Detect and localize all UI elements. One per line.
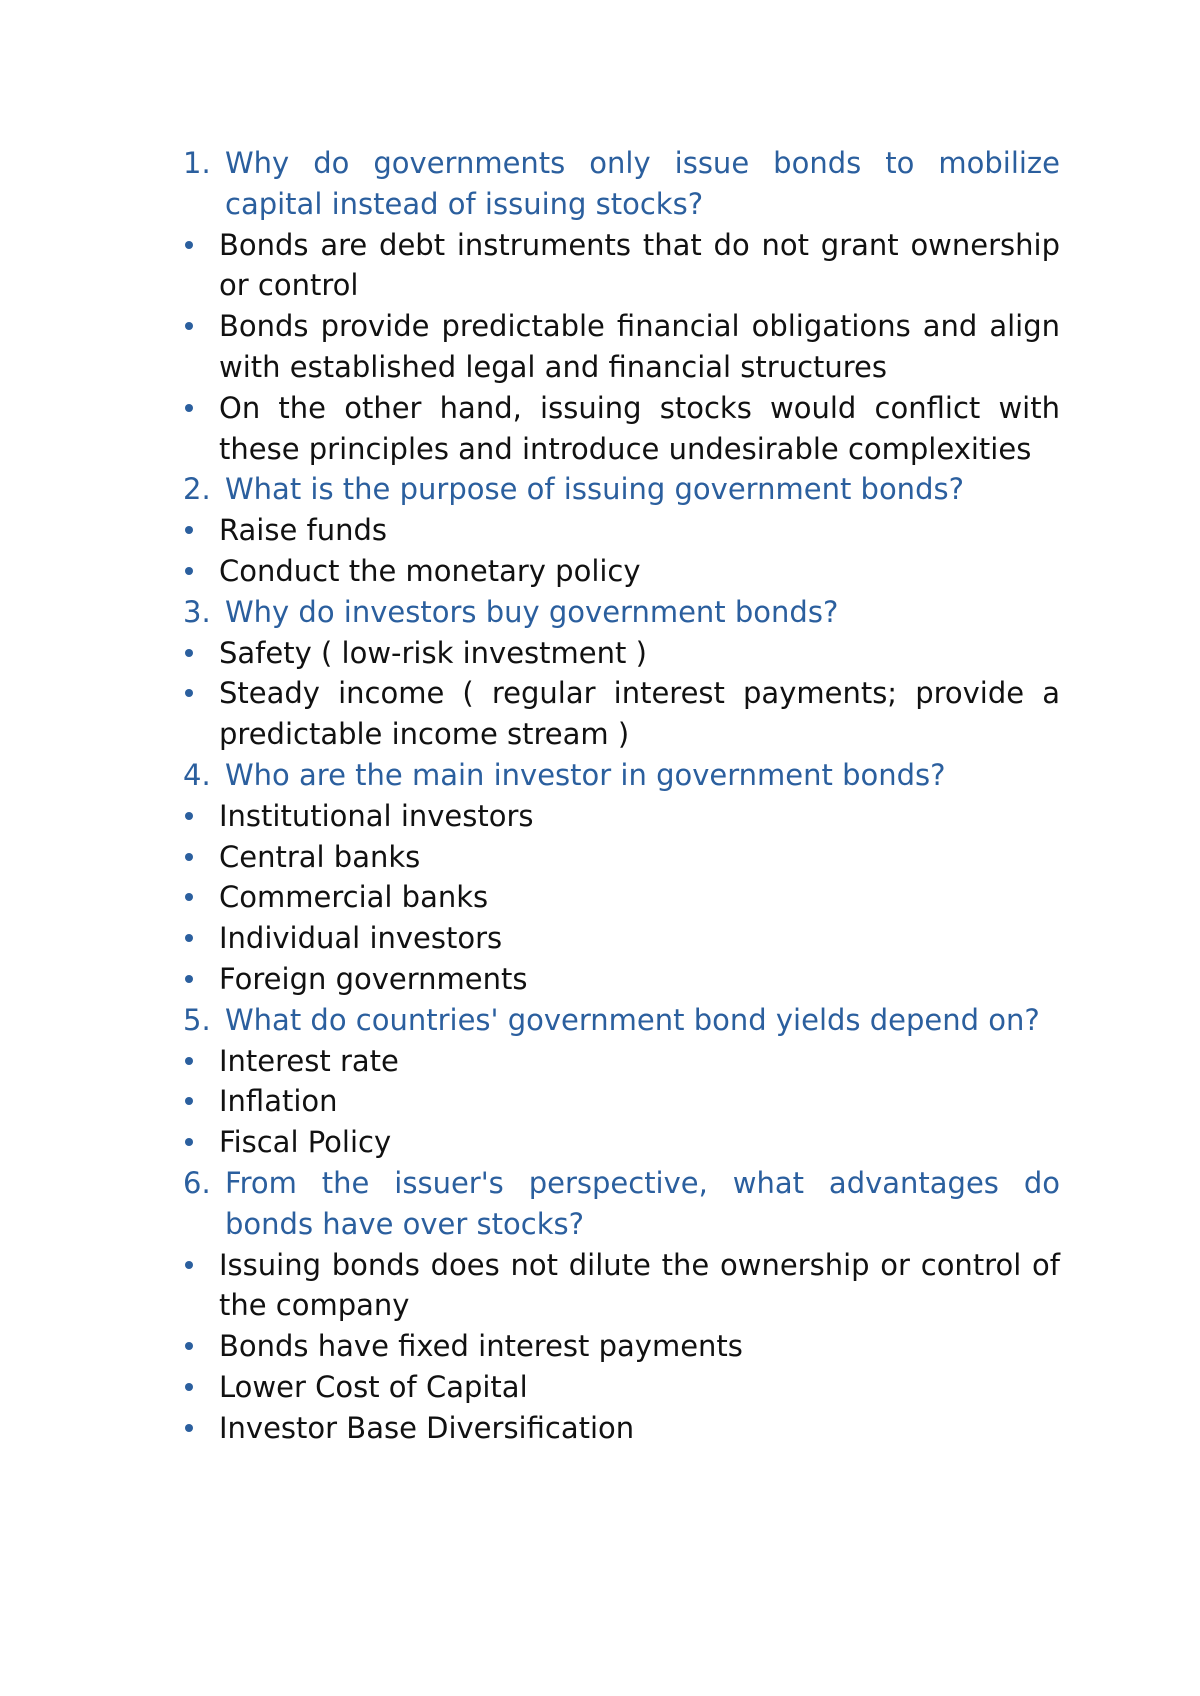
list-item bbox=[183, 837, 1060, 878]
bullet-icon bbox=[183, 388, 219, 470]
list-item bbox=[183, 1326, 1060, 1367]
bullet-icon bbox=[183, 225, 219, 307]
answer-text: Investor Base Diversification bbox=[219, 1410, 635, 1445]
answer-text: Conduct the monetary policy bbox=[219, 553, 641, 588]
list-item bbox=[183, 796, 1060, 837]
question-text: Why do governments only issue bonds to mobilize capital instead of issuing stocks? bbox=[225, 146, 1060, 221]
list-item bbox=[183, 1081, 1060, 1122]
question-number: 5. bbox=[183, 1002, 211, 1037]
bullet-icon bbox=[183, 1408, 219, 1449]
bullet-icon bbox=[183, 1081, 219, 1122]
answer-text: Lower Cost of Capital bbox=[219, 1369, 528, 1404]
answer-text: Issuing bonds does not dilute the ownership or control of the company bbox=[219, 1247, 1060, 1323]
question-text: From the issuer's perspective, what advantages do bonds have over stocks? bbox=[225, 1165, 1060, 1241]
question-heading bbox=[183, 469, 1060, 510]
answer-list bbox=[183, 510, 1060, 592]
answer-text: Interest rate bbox=[219, 1043, 399, 1078]
question-heading bbox=[183, 143, 1060, 225]
list-item bbox=[183, 225, 1060, 307]
bullet-icon bbox=[183, 1367, 219, 1408]
question-number: 6. bbox=[183, 1165, 211, 1200]
list-item bbox=[183, 1041, 1060, 1082]
bullet-icon bbox=[183, 959, 219, 1000]
list-item bbox=[183, 918, 1060, 959]
list-item bbox=[183, 877, 1060, 918]
answer-text: On the other hand, issuing stocks would conflict with these principles and introduce undesirable complexities bbox=[219, 390, 1060, 466]
answer-list bbox=[183, 225, 1060, 470]
answer-text: Safety ( low-risk investment ) bbox=[219, 635, 647, 670]
bullet-icon bbox=[183, 918, 219, 959]
answer-text: Central banks bbox=[219, 839, 421, 874]
question-text: Why do investors buy government bonds? bbox=[225, 594, 839, 629]
answer-text: Raise funds bbox=[219, 513, 387, 548]
list-item bbox=[183, 388, 1060, 470]
question-number: 2. bbox=[183, 472, 211, 507]
answer-text: Individual investors bbox=[219, 921, 503, 956]
document-body bbox=[183, 143, 1060, 1449]
list-item bbox=[183, 633, 1060, 674]
list-item bbox=[183, 551, 1060, 592]
answer-list bbox=[183, 633, 1060, 755]
list-item bbox=[183, 1122, 1060, 1163]
question-heading bbox=[183, 1000, 1060, 1041]
question-number: 3. bbox=[183, 594, 211, 629]
list-item bbox=[183, 1367, 1060, 1408]
answer-text: Steady income ( regular interest payments; provide a predictable income stream ) bbox=[219, 676, 1060, 752]
question-heading bbox=[183, 592, 1060, 633]
bullet-icon bbox=[183, 1122, 219, 1163]
question-heading bbox=[183, 755, 1060, 796]
question-number: 4. bbox=[183, 757, 211, 792]
question-text: What do countries' government bond yields depend on? bbox=[225, 1002, 1040, 1037]
bullet-icon bbox=[183, 306, 219, 388]
bullet-icon bbox=[183, 1041, 219, 1082]
bullet-icon bbox=[183, 1245, 219, 1327]
list-item bbox=[183, 1408, 1060, 1449]
answer-list bbox=[183, 1245, 1060, 1449]
answer-text: Institutional investors bbox=[219, 798, 534, 833]
bullet-icon bbox=[183, 837, 219, 878]
answer-list bbox=[183, 796, 1060, 1000]
bullet-icon bbox=[183, 796, 219, 837]
bullet-icon bbox=[183, 1326, 219, 1367]
bullet-icon bbox=[183, 673, 219, 755]
bullet-icon bbox=[183, 510, 219, 551]
answer-text: Foreign governments bbox=[219, 961, 528, 996]
answer-text: Bonds have fixed interest payments bbox=[219, 1329, 743, 1364]
list-item bbox=[183, 1245, 1060, 1327]
answer-text: Commercial banks bbox=[219, 880, 489, 915]
bullet-icon bbox=[183, 877, 219, 918]
answer-text: Bonds provide predictable financial obligations and align with established legal and financial structures bbox=[219, 309, 1060, 384]
question-text: Who are the main investor in government bonds? bbox=[225, 757, 946, 792]
question-heading bbox=[183, 1163, 1060, 1245]
answer-list bbox=[183, 1041, 1060, 1163]
answer-text: Fiscal Policy bbox=[219, 1125, 392, 1160]
list-item bbox=[183, 510, 1060, 551]
bullet-icon bbox=[183, 633, 219, 674]
list-item bbox=[183, 959, 1060, 1000]
list-item bbox=[183, 673, 1060, 755]
question-text: What is the purpose of issuing government bonds? bbox=[225, 472, 964, 507]
question-number: 1. bbox=[183, 146, 211, 180]
answer-text: Inflation bbox=[219, 1084, 338, 1119]
bullet-icon bbox=[183, 551, 219, 592]
list-item bbox=[183, 306, 1060, 388]
answer-text: Bonds are debt instruments that do not grant ownership or control bbox=[219, 227, 1060, 303]
